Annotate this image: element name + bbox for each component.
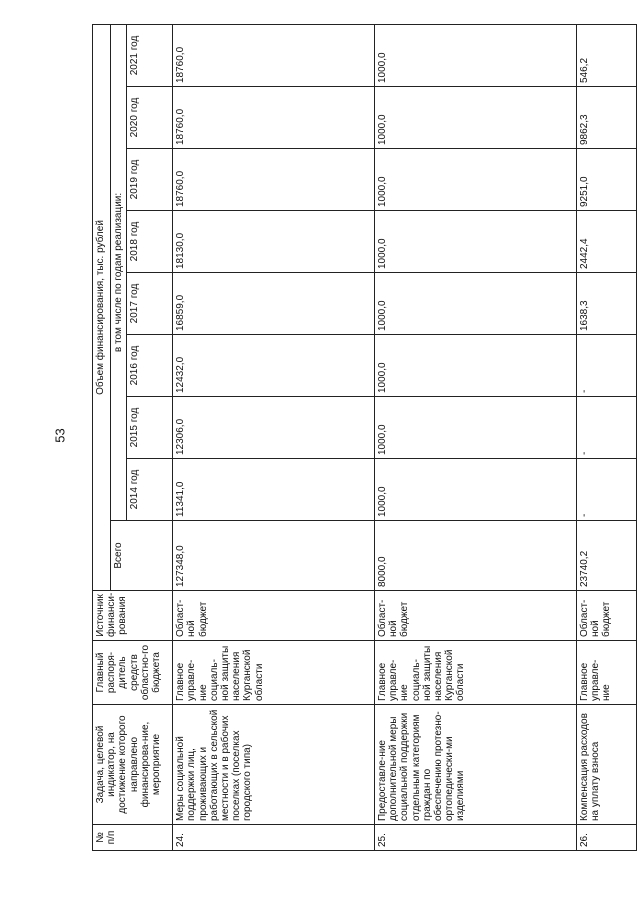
row-year-value: 1000,0 xyxy=(375,211,577,273)
row-year-value: 1638,3 xyxy=(577,273,637,335)
header-year: 2020 год xyxy=(127,87,173,149)
header-total: Всего xyxy=(111,521,173,591)
header-main-manager: Главный распоря-дитель средств областно-го бюджета xyxy=(93,641,173,705)
header-year: 2021 год xyxy=(127,24,173,86)
header-task: Задача, целевой индикатор, на достижение которого направлено финансирова-ние, мероприятие xyxy=(93,705,173,825)
row-year-value: 1000,0 xyxy=(375,273,577,335)
funding-table xyxy=(92,24,637,851)
row-total: 23740,2 xyxy=(577,521,637,591)
row-year-value: 16859,0 xyxy=(173,273,375,335)
row-year-value: 18760,0 xyxy=(173,87,375,149)
row-year-value: 12306,0 xyxy=(173,397,375,459)
row-year-value: 1000,0 xyxy=(375,149,577,211)
row-year-value: 9251,0 xyxy=(577,149,637,211)
header-source: Источник финанси-рования xyxy=(93,591,173,641)
page-number: 53 xyxy=(52,428,68,443)
row-year-value: 18130,0 xyxy=(173,211,375,273)
row-year-value: 1000,0 xyxy=(375,87,577,149)
row-year-value: 11341,0 xyxy=(173,459,375,521)
row-year-value: 546,2 xyxy=(577,24,637,86)
row-year-value: 1000,0 xyxy=(375,335,577,397)
table-row xyxy=(375,24,577,850)
header-year: 2016 год xyxy=(127,335,173,397)
row-source: Област-ной бюджет xyxy=(577,591,637,641)
row-main-manager: Главное управле-ние xyxy=(577,641,637,705)
row-year-value: 1000,0 xyxy=(375,397,577,459)
row-task: Меры социальной поддержки лиц, проживающих и работающих в сельской местности и в рабочих поселках (поселках городского типа) xyxy=(173,705,375,825)
row-task: Предоставле-ние дополнительной меры социальной поддержки отдельным категориям граждан по обеспечению протезно-ортопедически-ми изделиями xyxy=(375,705,577,825)
table-row xyxy=(173,24,375,850)
row-source: Област-ной бюджет xyxy=(173,591,375,641)
header-year: 2015 год xyxy=(127,397,173,459)
header-year: 2018 год xyxy=(127,211,173,273)
header-no: № п/п xyxy=(93,825,173,851)
row-source: Област-ной бюджет xyxy=(375,591,577,641)
row-no: 25. xyxy=(375,825,577,851)
row-year-value: 18760,0 xyxy=(173,149,375,211)
header-year: 2019 год xyxy=(127,149,173,211)
row-year-value: - xyxy=(577,397,637,459)
row-year-value: 1000,0 xyxy=(375,459,577,521)
rotated-table-container xyxy=(92,37,637,851)
row-year-value: 9862,3 xyxy=(577,87,637,149)
row-year-value: - xyxy=(577,335,637,397)
row-year-value: 12432,0 xyxy=(173,335,375,397)
row-total: 127348,0 xyxy=(173,521,375,591)
row-main-manager: Главное управле-ние социаль-ной защиты населения Курганской области xyxy=(173,641,375,705)
header-year: 2017 год xyxy=(127,273,173,335)
row-no: 26. xyxy=(577,825,637,851)
header-funding: Объем финансирования, тыс. рублей xyxy=(93,24,111,590)
row-main-manager: Главное управле-ние социаль-ной защиты населения Курганской области xyxy=(375,641,577,705)
row-no: 24. xyxy=(173,825,375,851)
row-year-value: 1000,0 xyxy=(375,24,577,86)
header-year: 2014 год xyxy=(127,459,173,521)
header-by-years: в том числе по годам реализации: xyxy=(111,24,127,520)
row-year-value: 2442,4 xyxy=(577,211,637,273)
row-year-value: 18760,0 xyxy=(173,24,375,86)
row-task: Компенсация расходов на уплату взноса xyxy=(577,705,637,825)
table-row xyxy=(577,24,637,850)
row-total: 8000,0 xyxy=(375,521,577,591)
row-year-value: - xyxy=(577,459,637,521)
